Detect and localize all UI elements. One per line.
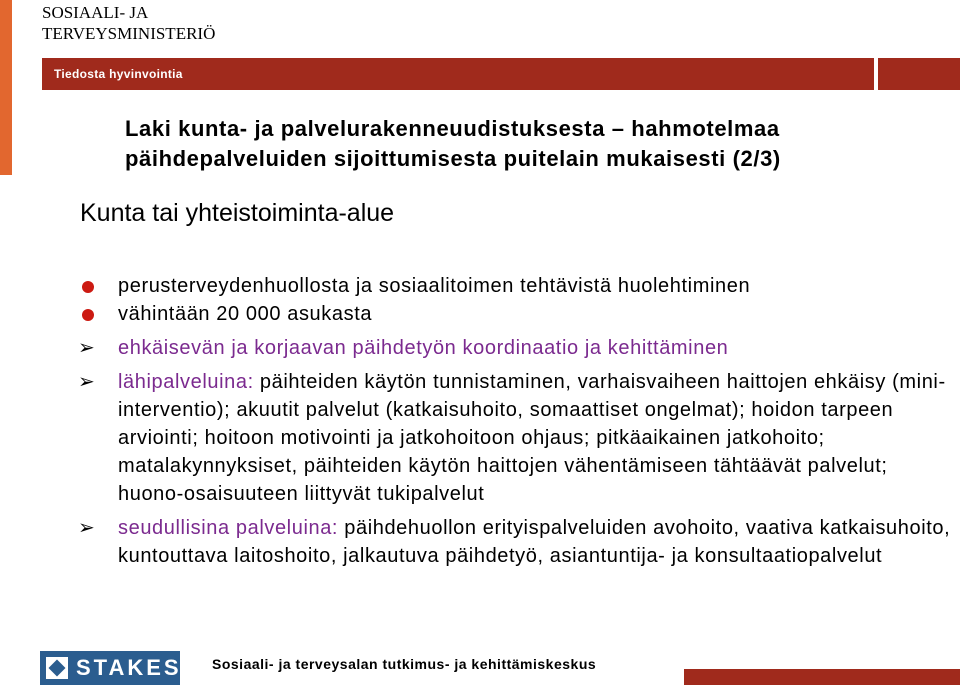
slide-subtitle: Kunta tai yhteistoiminta-alue	[80, 199, 395, 227]
arrow-bullet-icon: ➢	[78, 371, 96, 393]
arrow-item-lead: seudullisina palveluina:	[118, 517, 339, 539]
arrow-item	[78, 514, 958, 570]
footer-band-divider	[680, 669, 684, 685]
arrow-item-lead: ehkäisevän ja korjaavan päihdetyön koordinaatio ja kehittäminen	[118, 337, 729, 359]
header-band	[42, 58, 960, 90]
header-band-divider	[874, 58, 878, 90]
arrow-bullet-icon: ➢	[78, 337, 96, 359]
ministry-line-1: SOSIAALI- JA	[42, 3, 149, 22]
bullet-dot-icon	[82, 309, 94, 321]
footer-text: Sosiaali- ja terveysalan tutkimus- ja kehittämiskeskus	[212, 656, 597, 672]
ministry-line-2: TERVEYSMINISTERIÖ	[42, 24, 216, 43]
stakes-logo	[40, 651, 180, 685]
arrow-item-lead: lähipalveluina:	[118, 371, 254, 393]
bullet-item	[78, 300, 958, 328]
stakes-logo-text: STAKES	[76, 655, 182, 680]
arrow-item-text: päihdehuollon erityispalveluiden avohoito, vaativa katkaisuhoito, kuntouttava laitoshoito, jalkautuva päihdetyö, asiantuntija- ja konsultaatiopalvelut	[118, 517, 951, 567]
arrow-item	[78, 334, 958, 362]
footer-band	[680, 669, 960, 685]
slide-title	[125, 114, 945, 174]
slide-title-line-1: Laki kunta- ja palvelurakenneuudistuksesta – hahmotelmaa	[125, 116, 780, 141]
arrow-bullet-icon: ➢	[78, 517, 96, 539]
ministry-logo-text	[42, 2, 302, 44]
header-band-label: Tiedosta hyvinvointia	[54, 67, 183, 81]
slide-title-line-2: päihdepalveluiden sijoittumisesta puitelain mukaisesti (2/3)	[125, 146, 781, 171]
left-edge-stripe	[0, 0, 12, 175]
bullet-dot-icon	[82, 281, 94, 293]
stakes-mark-icon	[46, 657, 68, 679]
arrow-item-text: päihteiden käytön tunnistaminen, varhaisvaiheen haittojen ehkäisy (mini-interventio); akuutit palvelut (katkaisuhoito, somaattiset ongelmat); hoidon tarpeen arviointi; hoitoon motivointi ja jatkohoitoon ohjaus; pitkäaikainen jatkohoito; matalakynnyksiset, päihteiden käytön haittojen vähentämiseen tähtäävät palvelut; huono-osaisuuteen liittyvät tukipalvelut	[118, 371, 946, 505]
bullet-text: vähintään 20 000 asukasta	[118, 303, 373, 325]
bullet-item	[78, 272, 958, 300]
content-list	[78, 272, 958, 570]
arrow-item	[78, 368, 958, 508]
bullet-text: perusterveydenhuollosta ja sosiaalitoimen tehtävistä huolehtiminen	[118, 275, 751, 297]
